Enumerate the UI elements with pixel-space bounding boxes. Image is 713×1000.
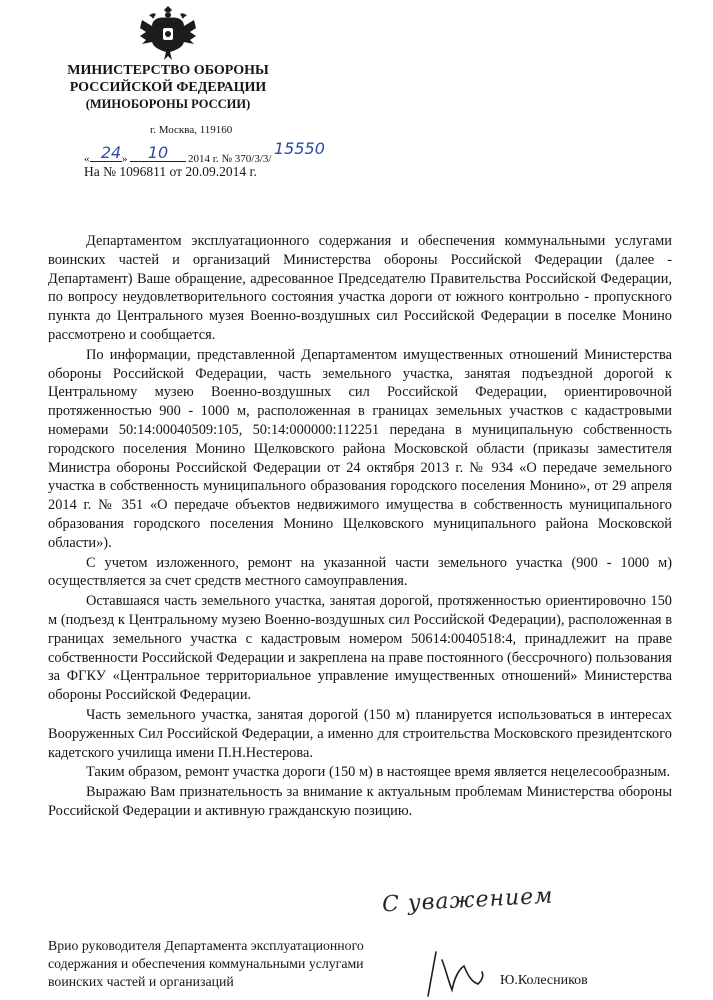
month-underline [130, 161, 186, 162]
ministry-short-name: (МИНОБОРОНЫ РОССИИ) [85, 97, 251, 111]
signer-title [48, 937, 418, 991]
registration-number-handwritten: 15550 [274, 139, 325, 158]
registration-month: 10 [147, 143, 169, 162]
ministry-name [60, 62, 276, 113]
handwritten-signature [418, 940, 498, 998]
paragraph: Выражаю Вам признательность за внимание к актуальным проблемам Министерства обороны Российской Федерации и активную гражданскую позицию. [48, 784, 672, 819]
ministry-name-line1: МИНИСТЕРСТВО ОБОРОНЫ [67, 63, 269, 78]
paragraph: Таким образом, ремонт участка дороги (150 м) в настоящее время является нецелесообразным. [86, 764, 671, 781]
quote-close: » [122, 153, 128, 165]
ministry-address: г. Москва, 119160 [150, 124, 233, 136]
letter-body [48, 232, 672, 821]
paragraph: По информации, представленной Департаментом имущественных отношений Министерства обороны Российской Федерации, часть земельного участка, занятая подъездной дорогой к Центральному музею Военно-воздушных сил Российской Федерации, ориентировочной протяженностью 900 - 1000 м, расположенная в границах земельных участков с кадастровыми номерами 50:14:00040509:105, 50:14:000000:112251 передана в муниципальную собственность городского поселения Монино Щелковского района Московской области (приказы заместителя Министра обороны Российской Федерации от 24 октября 2013 г. № 934 «О передаче земельного участка в собственность муниципального образования городского поселения Монино», от 29 апреля 2014 г. № 351 «О передаче объектов недвижимого имущества в собственность муниципального образования городского поселения Монино Щелковского муниципального района Московской области»). [48, 346, 672, 551]
handwritten-regards: С уважением [381, 883, 555, 918]
paragraph: Департаментом эксплуатационного содержания и обеспечения коммунальными услугами воинских частей и организаций Министерства обороны Российской Федерации (далее - Департамент) Ваше обращение, адресованное Председателю Правительства Российской Федерации, по вопросу неудовлетворительного состояния участка дороги от южного контрольно - пропускного пункта до Центрального музея Военно-воздушных сил Российской Федерации в поселке Монино рассмотрено и сообщается. [48, 233, 672, 343]
quote-open: « [84, 153, 90, 165]
ministry-name-line2: РОССИЙСКОЙ ФЕДЕРАЦИИ [69, 80, 267, 95]
paragraph: С учетом изложенного, ремонт на указанной части земельного участка (900 - 1000 м) осуществляется за счет средств местного самоуправления. [48, 554, 672, 590]
double-headed-eagle-emblem [138, 6, 198, 62]
signer-title-line1: Врио руководителя Департамента эксплуатационного [48, 938, 364, 953]
signer-name: Ю.Колесников [500, 973, 588, 988]
registration-day: 24 [100, 143, 122, 162]
signer-title-line2: содержания и обеспечения коммунальными услугами [48, 956, 364, 971]
paragraph: Часть земельного участка, занятая дорогой (150 м) планируется использоваться в интересах Вооруженных Сил Российской Федерации, а именно для строительства Московского президентского кадетского училища имени П.Н.Нестерова. [48, 706, 672, 761]
paragraph: Оставшаяся часть земельного участка, занятая дорогой, протяженностью ориентировочно 150 м (подъезд к Центральному музею Военно-воздушных сил Российской Федерации), расположенная в границах земельного участка с кадастровым номером 50614:0040518:4, принадлежит на праве собственности Российской Федерации и закреплена на праве постоянного (бессрочного) пользования за ФГКУ «Центральное территориальное управление имущественных отношений» Министерства обороны Российской Федерации. [48, 593, 672, 704]
registration-year-number: 2014 г. № 370/3/3/ [188, 153, 272, 165]
in-reply-reference: На № 1096811 от 20.09.2014 г. [84, 164, 257, 179]
signer-title-line3: воинских частей и организаций [48, 974, 234, 989]
day-underline [90, 161, 122, 162]
